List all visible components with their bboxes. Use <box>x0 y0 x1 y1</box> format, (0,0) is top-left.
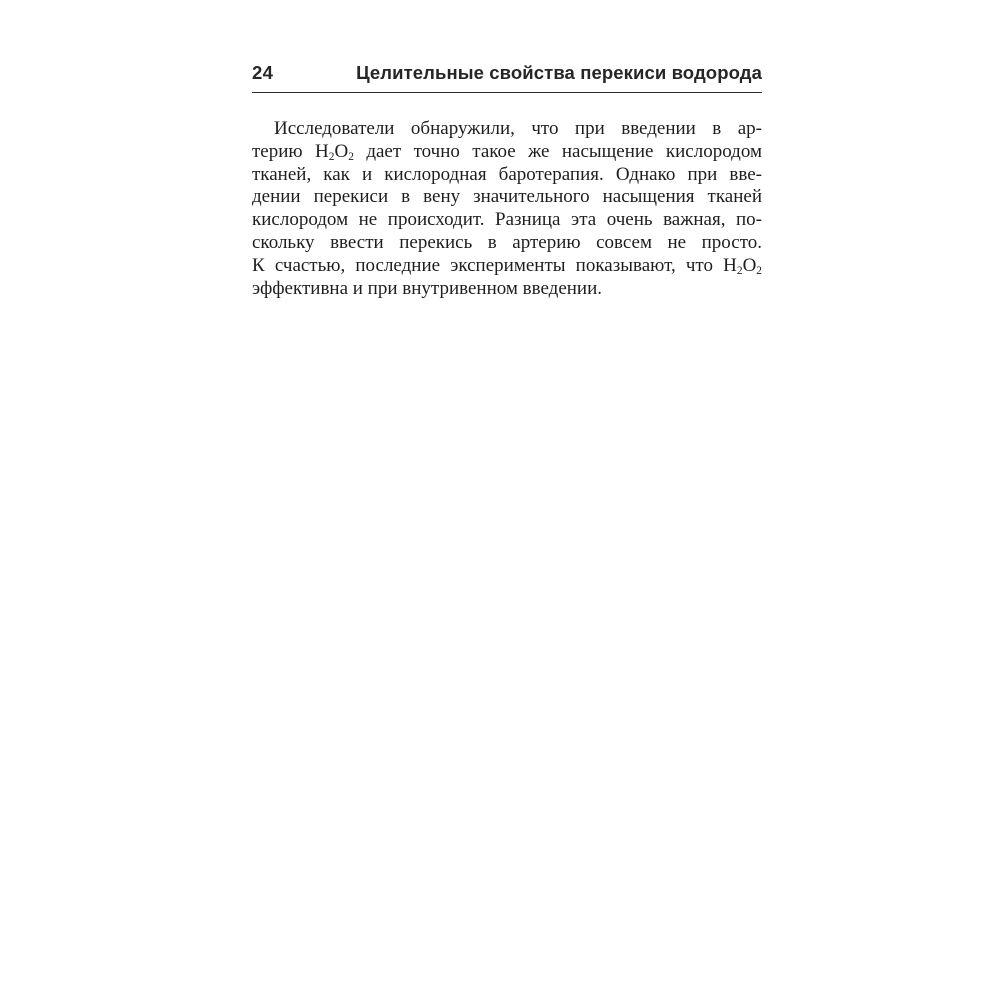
book-page <box>252 62 762 300</box>
paragraph-line: кислородом не происходит. Разница эта очень важная, по- <box>252 209 762 231</box>
page-header <box>252 62 762 93</box>
paragraph-line: К счастью, последние эксперименты показывают, что $H_2O_2$ <box>252 254 762 277</box>
paragraph-line: терию $H_2O_2$ дает точно такое же насыщение кислородом <box>252 140 762 163</box>
paragraph-line: тканей, как и кислородная баротерапия. Однако при вве- <box>252 163 762 185</box>
paragraph-line: Исследователи обнаружили, что при введении в ар- <box>274 118 762 139</box>
page-number: 24 <box>252 62 274 83</box>
paragraph-line: скольку ввести перекись в артерию совсем не просто. <box>252 231 762 253</box>
paragraph-line: дении перекиси в вену значительного насыщения тканей <box>252 186 762 208</box>
paragraph-line: эффективна и при внутривенном введении. <box>252 277 603 299</box>
running-title: Целительные свойства перекиси водорода <box>356 62 762 83</box>
body-paragraph <box>252 118 762 300</box>
